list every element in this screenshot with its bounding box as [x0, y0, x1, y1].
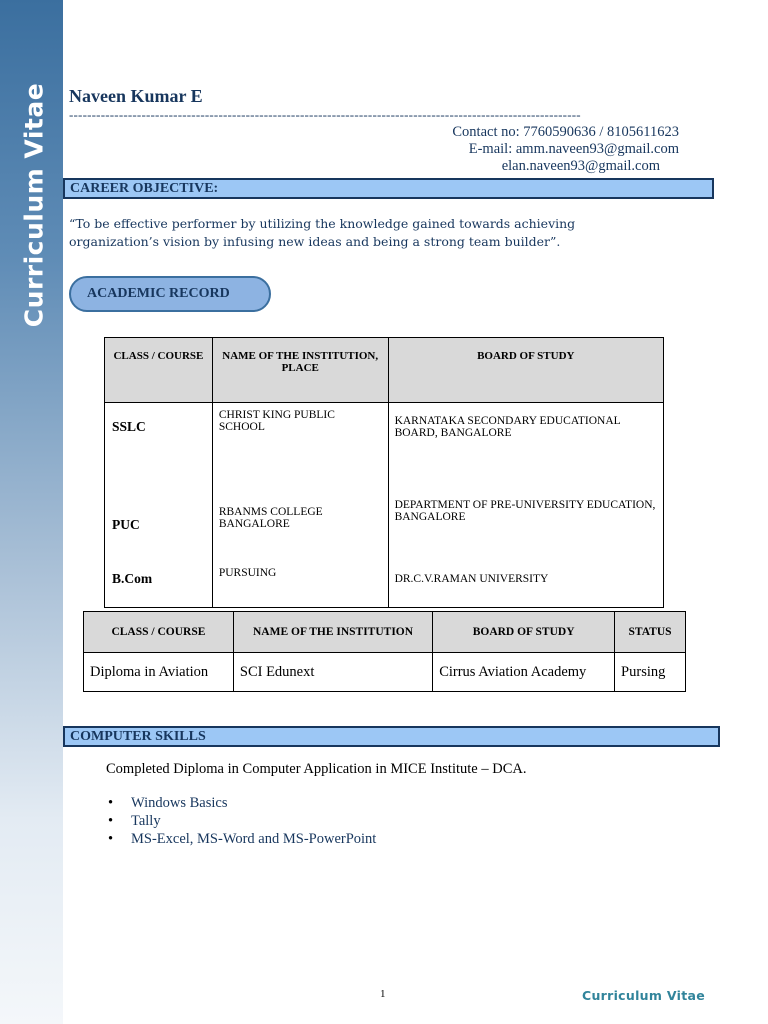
skill-label: MS-Excel, MS-Word and MS-PowerPoint — [131, 831, 377, 847]
table-cell: Cirrus Aviation Academy — [433, 653, 615, 692]
list-item — [108, 812, 376, 830]
table-row — [105, 491, 664, 565]
table-header-cell: STATUS — [615, 612, 686, 653]
skill-label: Tally — [131, 813, 161, 829]
table-cell: B.Com — [105, 565, 213, 608]
candidate-name: Naveen Kumar E — [69, 86, 203, 106]
list-item — [108, 830, 376, 848]
computer-skills-list — [108, 794, 376, 848]
computer-skills-heading: COMPUTER SKILLS — [63, 726, 720, 747]
computer-skills-intro: Completed Diploma in Computer Application in MICE Institute – DCA. — [106, 761, 527, 777]
academic-table-header — [105, 338, 664, 403]
table-row — [105, 565, 664, 608]
table-cell: CHRIST KING PUBLIC SCHOOL — [212, 403, 388, 492]
page-number: 1 — [380, 988, 386, 1000]
academic-table — [104, 337, 664, 608]
table-cell: SCI Edunext — [233, 653, 432, 692]
diploma-table — [83, 611, 686, 692]
table-cell: SSLC — [105, 403, 213, 492]
table-cell: RBANMS COLLEGE BANGALORE — [212, 491, 388, 565]
table-cell: DEPARTMENT OF PRE-UNIVERSITY EDUCATION, BANGALORE — [388, 491, 663, 565]
bullet-icon: • — [108, 831, 114, 847]
table-header-cell: NAME OF THE INSTITUTION, PLACE — [212, 338, 388, 403]
contact-block — [452, 124, 679, 175]
table-cell: Pursing — [615, 653, 686, 692]
table-header-cell: NAME OF THE INSTITUTION — [233, 612, 432, 653]
table-row — [105, 403, 664, 492]
career-objective-heading: CAREER OBJECTIVE: — [63, 178, 714, 199]
table-header-cell: BOARD OF STUDY — [433, 612, 615, 653]
sidebar — [0, 0, 63, 1024]
sidebar-title: Curriculum Vitae — [19, 82, 49, 328]
footer-title: Curriculum Vitae — [582, 988, 705, 1003]
academic-record-heading: ACADEMIC RECORD — [69, 276, 271, 312]
contact-email-secondary: elan.naveen93@gmail.com — [501, 158, 660, 174]
bullet-icon: • — [108, 795, 114, 811]
table-header-cell: CLASS / COURSE — [105, 338, 213, 403]
career-objective-text: “To be effective performer by utilizing the knowledge gained towards achieving organization’s vision by infusing new ideas and being a strong team builder”. — [69, 216, 576, 249]
diploma-table-header — [84, 612, 686, 653]
contact-phone: Contact no: 7760590636 / 8105611623 — [452, 124, 679, 140]
table-cell: PURSUING — [212, 565, 388, 608]
table-cell: KARNATAKA SECONDARY EDUCATIONAL BOARD, BANGALORE — [388, 403, 663, 492]
table-cell: PUC — [105, 491, 213, 565]
table-row — [84, 653, 686, 692]
table-header-cell: BOARD OF STUDY — [388, 338, 663, 403]
table-header-cell: CLASS / COURSE — [84, 612, 234, 653]
header-divider: ----------------------------------------------------------------------------------------------------------------- — [69, 107, 581, 122]
table-cell: DR.C.V.RAMAN UNIVERSITY — [388, 565, 663, 608]
contact-email-primary: E-mail: amm.naveen93@gmail.com — [468, 141, 679, 157]
table-cell: Diploma in Aviation — [84, 653, 234, 692]
bullet-icon: • — [108, 813, 114, 829]
list-item — [108, 794, 376, 812]
skill-label: Windows Basics — [131, 795, 228, 811]
